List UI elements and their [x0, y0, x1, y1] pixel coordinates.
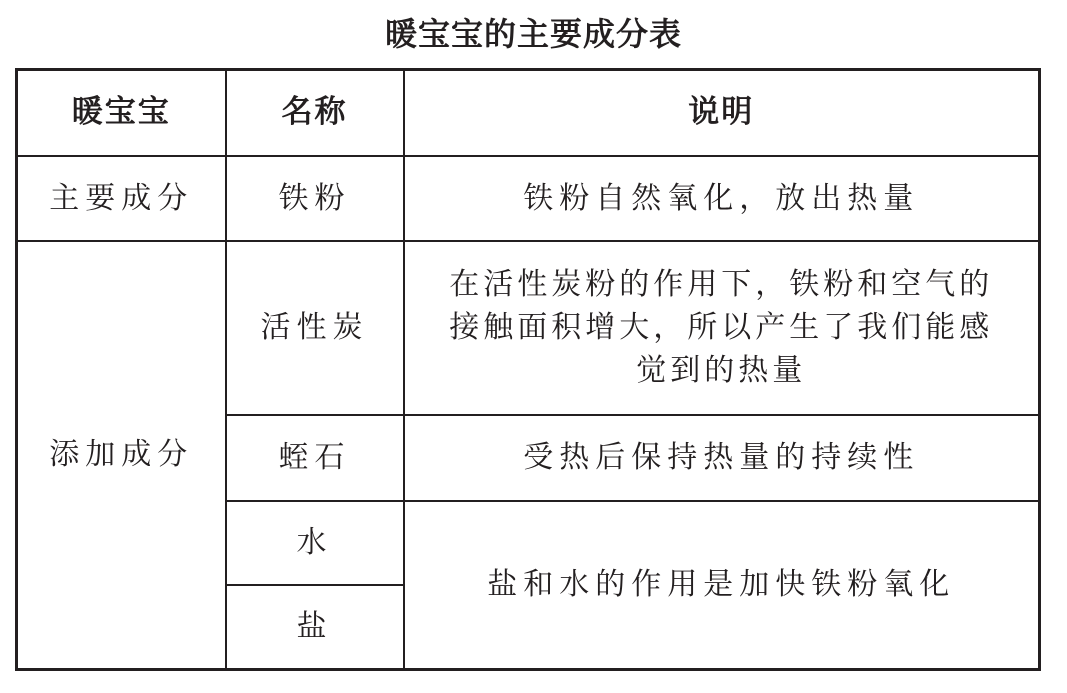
header-product: 暖宝宝 [17, 70, 226, 156]
ingredient-vermiculite: 蛭石 [226, 415, 404, 501]
description-salt-water: 盐和水的作用是加快铁粉氧化 [404, 501, 1040, 670]
category-additive: 添加成分 [17, 241, 226, 670]
ingredient-activated-carbon: 活性炭 [226, 241, 404, 415]
ingredient-water: 水 [226, 501, 404, 585]
ingredient-iron-powder: 铁粉 [226, 156, 404, 241]
header-name: 名称 [226, 70, 404, 156]
table-row [17, 241, 1040, 415]
description-vermiculite: 受热后保持热量的持续性 [404, 415, 1040, 501]
header-description: 说明 [404, 70, 1040, 156]
description-iron-powder: 铁粉自然氧化，放出热量 [404, 156, 1040, 241]
ingredient-salt: 盐 [226, 585, 404, 670]
category-main: 主要成分 [17, 156, 226, 241]
header-row [17, 70, 1040, 156]
description-activated-carbon: 在活性炭粉的作用下，铁粉和空气的接触面积增大，所以产生了我们能感觉到的热量 [404, 241, 1040, 415]
ingredients-table [15, 68, 1041, 671]
table-title: 暖宝宝的主要成分表 [384, 15, 682, 53]
table-row [17, 156, 1040, 241]
